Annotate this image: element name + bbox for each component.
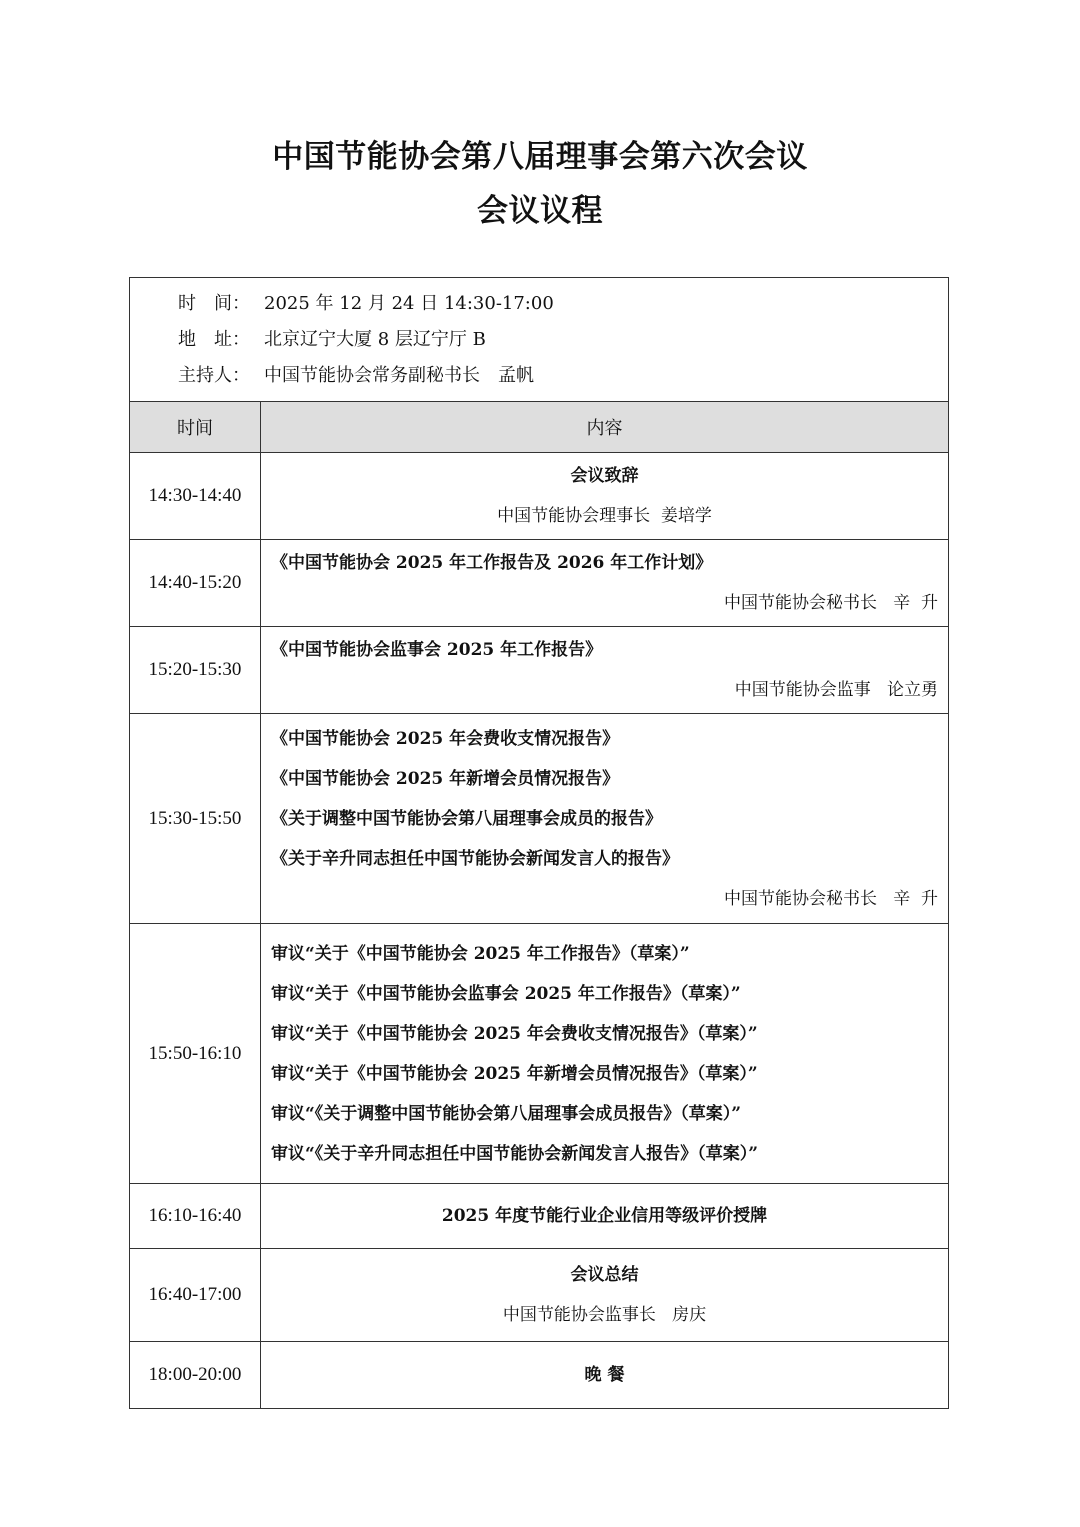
agenda-item: 《中国节能协会 2025 年新增会员情况报告》 [271, 768, 620, 789]
info-value: 北京辽宁大厦 8 层辽宁厅 B [264, 328, 486, 350]
agenda-item: 审议“关于《中国节能协会 2025 年会费收支情况报告》（草案）” [271, 1023, 758, 1044]
agenda-item: 《中国节能协会监事会 2025 年工作报告》 [271, 640, 603, 660]
speaker: 中国节能协会理事长 姜培学 [497, 506, 712, 526]
title-line-2: 会议议程 [477, 193, 603, 229]
info-host [178, 358, 948, 394]
info-address [178, 322, 948, 358]
meeting-info-row [130, 278, 949, 402]
table-row [130, 627, 949, 714]
row-time: 15:30-15:50 [130, 714, 261, 924]
row-time: 14:30-14:40 [130, 453, 261, 540]
table-row [130, 453, 949, 540]
info-label: 主持人： [178, 364, 250, 386]
agenda-item: 《关于调整中国节能协会第八届理事会成员的报告》 [271, 808, 662, 829]
row-content [261, 627, 949, 714]
row-time: 18:00-20:00 [130, 1342, 261, 1409]
info-value: 中国节能协会常务副秘书长 孟帆 [264, 364, 534, 386]
table-header-row [130, 402, 949, 453]
row-content [261, 924, 949, 1184]
info-label: 时 间： [178, 292, 250, 314]
row-time: 16:10-16:40 [130, 1184, 261, 1249]
table-row [130, 924, 949, 1184]
agenda-item: 《中国节能协会 2025 年工作报告及 2026 年工作计划》 [271, 553, 713, 573]
agenda-item: 审议“关于《中国节能协会监事会 2025 年工作报告》（草案）” [271, 983, 741, 1004]
agenda-item: 《中国节能协会 2025 年会费收支情况报告》 [271, 728, 620, 749]
table-row [130, 540, 949, 627]
info-time [178, 286, 948, 322]
header-time: 时间 [130, 402, 261, 453]
document-title [0, 134, 1080, 234]
meeting-info [130, 278, 949, 402]
info-label: 地 址： [178, 328, 250, 350]
speaker: 中国节能协会秘书长 辛 升 [723, 888, 938, 909]
row-content [261, 453, 949, 540]
table-row [130, 714, 949, 924]
table-row [130, 1249, 949, 1342]
agenda-item: 晚 餐 [584, 1365, 625, 1385]
row-time: 15:20-15:30 [130, 627, 261, 714]
agenda-item: 审议“《关于辛升同志担任中国节能协会新闻发言人报告》（草案）” [271, 1143, 759, 1164]
agenda-item: 2025 年度节能行业企业信用等级评价授牌 [441, 1206, 768, 1226]
info-value: 2025 年 12 月 24 日 14:30-17:00 [264, 292, 554, 314]
speaker: 中国节能协会监事长 房庆 [502, 1305, 707, 1325]
title-line-1: 中国节能协会第八届理事会第六次会议 [272, 139, 808, 175]
agenda-item: 《关于辛升同志担任中国节能协会新闻发言人的报告》 [271, 848, 679, 869]
row-content [261, 540, 949, 627]
speaker: 中国节能协会秘书长 辛 升 [723, 593, 938, 613]
header-content: 内容 [261, 402, 949, 453]
agenda-item: 会议总结 [570, 1265, 639, 1285]
row-content [261, 1249, 949, 1342]
row-time: 15:50-16:10 [130, 924, 261, 1184]
row-content [261, 1184, 949, 1249]
table-row [130, 1184, 949, 1249]
row-time: 14:40-15:20 [130, 540, 261, 627]
agenda-table [129, 277, 949, 1409]
agenda-item: 会议致辞 [570, 466, 639, 486]
agenda-item: 审议“《关于调整中国节能协会第八届理事会成员报告》（草案）” [271, 1103, 742, 1124]
row-time: 16:40-17:00 [130, 1249, 261, 1342]
row-content [261, 714, 949, 924]
speaker: 中国节能协会监事 论立勇 [734, 680, 938, 700]
agenda-item: 审议“关于《中国节能协会 2025 年新增会员情况报告》（草案）” [271, 1063, 758, 1084]
row-content [261, 1342, 949, 1409]
table-row [130, 1342, 949, 1409]
agenda-item: 审议“关于《中国节能协会 2025 年工作报告》（草案）” [271, 943, 690, 964]
